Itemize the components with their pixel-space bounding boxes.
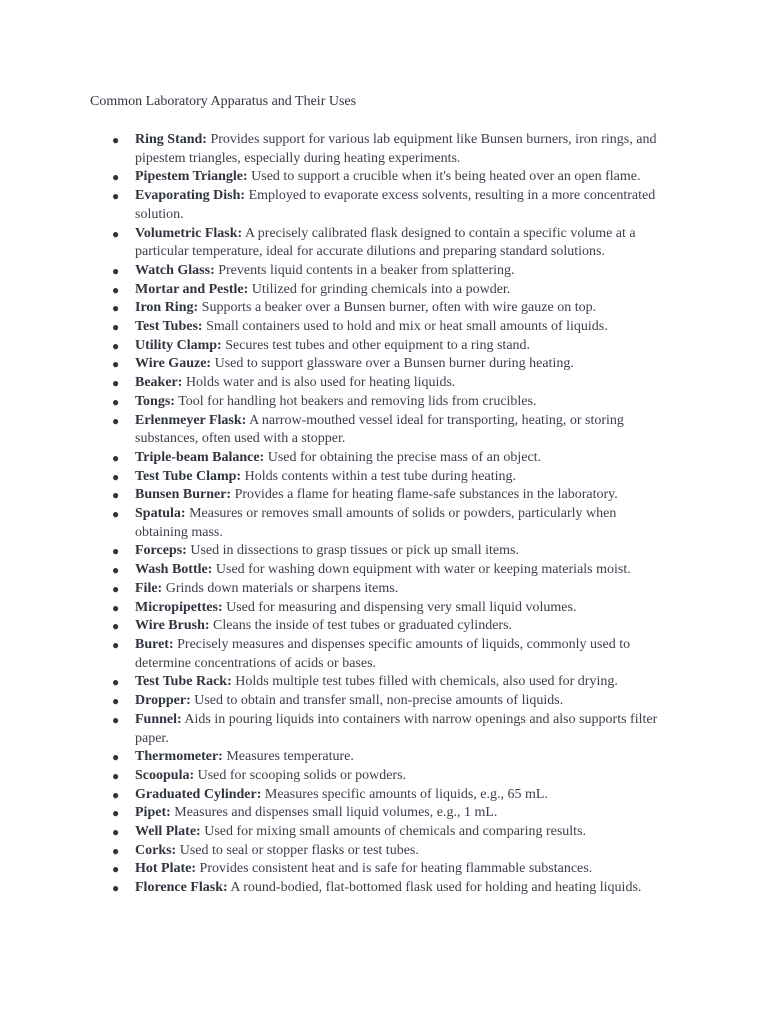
- bullet-icon: ●: [112, 600, 120, 615]
- apparatus-name: Graduated Cylinder:: [135, 786, 262, 802]
- list-item: [112, 131, 672, 168]
- bullet-icon: ●: [112, 694, 120, 709]
- list-item: [112, 617, 672, 636]
- bullet-icon: ●: [112, 376, 120, 391]
- apparatus-name: Hot Plate:: [135, 861, 197, 877]
- apparatus-name: Dropper:: [135, 693, 191, 709]
- apparatus-list: [112, 131, 672, 898]
- bullet-icon: ●: [112, 750, 120, 765]
- bullet-icon: ●: [112, 301, 120, 316]
- apparatus-description: Used for measuring and dispensing very small liquid volumes.: [226, 599, 577, 615]
- apparatus-description: Measures and dispenses small liquid volumes, e.g., 1 mL.: [174, 805, 498, 821]
- apparatus-description: Measures temperature.: [226, 749, 354, 765]
- apparatus-name: Ring Stand:: [135, 132, 207, 147]
- list-item: [112, 842, 672, 861]
- bullet-icon: ●: [112, 881, 120, 896]
- apparatus-name: Evaporating Dish:: [135, 188, 246, 204]
- bullet-icon: ●: [112, 768, 120, 783]
- apparatus-description: Used for mixing small amounts of chemicals and comparing results.: [204, 824, 587, 840]
- apparatus-name: Bunsen Burner:: [135, 487, 232, 503]
- apparatus-description: Cleans the inside of test tubes or graduated cylinders.: [213, 618, 513, 634]
- bullet-icon: ●: [112, 563, 120, 578]
- bullet-icon: ●: [112, 133, 120, 147]
- list-item: [112, 580, 672, 599]
- apparatus-name: Pipestem Triangle:: [135, 169, 248, 185]
- bullet-icon: ●: [112, 394, 120, 409]
- apparatus-description: Holds water and is also used for heating liquids.: [185, 375, 456, 391]
- bullet-icon: ●: [112, 581, 120, 596]
- list-item: [112, 412, 672, 449]
- list-item: [112, 225, 672, 262]
- list-item: [112, 393, 672, 412]
- bullet-icon: ●: [112, 637, 120, 652]
- bullet-icon: ●: [112, 843, 120, 858]
- list-item: [112, 692, 672, 711]
- list-item: [112, 262, 672, 281]
- apparatus-name: Watch Glass:: [135, 262, 215, 278]
- apparatus-description: Used to seal or stopper flasks or test tubes.: [179, 842, 419, 858]
- apparatus-name: Corks:: [135, 842, 177, 858]
- apparatus-description: A precisely calibrated flask designed to contain a specific volume at a particular temperature, ideal for accurate dilutions and preparing standard solutions.: [135, 225, 636, 260]
- apparatus-name: Test Tube Clamp:: [135, 468, 242, 484]
- apparatus-description: Used for obtaining the precise mass of an object.: [267, 449, 542, 465]
- apparatus-name: Triple-beam Balance:: [135, 449, 265, 465]
- apparatus-name: Funnel:: [135, 711, 182, 727]
- apparatus-name: Utility Clamp:: [135, 337, 222, 353]
- apparatus-description: Used for washing down equipment with water or keeping materials moist.: [215, 562, 631, 578]
- bullet-icon: ●: [112, 338, 120, 353]
- apparatus-description: Holds contents within a test tube during heating.: [244, 468, 516, 484]
- apparatus-description: Provides a flame for heating flame-safe substances in the laboratory.: [234, 487, 618, 503]
- apparatus-name: Mortar and Pestle:: [135, 281, 249, 297]
- apparatus-description: Provides consistent heat and is safe for heating flammable substances.: [199, 861, 593, 877]
- apparatus-name: Micropipettes:: [135, 599, 223, 615]
- apparatus-name: Erlenmeyer Flask:: [135, 412, 247, 428]
- list-item: [112, 599, 672, 618]
- bullet-icon: ●: [112, 282, 120, 297]
- apparatus-name: Tongs:: [135, 393, 175, 409]
- list-item: [112, 786, 672, 805]
- list-item: [112, 748, 672, 767]
- apparatus-name: Forceps:: [135, 543, 187, 559]
- list-item: [112, 318, 672, 337]
- apparatus-description: Used to support glassware over a Bunsen burner during heating.: [214, 356, 574, 372]
- apparatus-description: A round-bodied, flat-bottomed flask used for holding and heating liquids.: [230, 880, 642, 896]
- apparatus-description: Supports a beaker over a Bunsen burner, often with wire gauze on top.: [201, 300, 597, 316]
- apparatus-description: Tool for handling hot beakers and removing lids from crucibles.: [178, 393, 537, 409]
- list-item: [112, 449, 672, 468]
- bullet-icon: ●: [112, 413, 120, 428]
- apparatus-name: File:: [135, 580, 163, 596]
- list-item: [112, 355, 672, 374]
- bullet-icon: ●: [112, 170, 120, 185]
- apparatus-name: Thermometer:: [135, 749, 223, 765]
- list-item: [112, 879, 672, 898]
- apparatus-description: Aids in pouring liquids into containers with narrow openings and also supports filter paper.: [135, 711, 658, 746]
- list-item: [112, 823, 672, 842]
- apparatus-description: Provides support for various lab equipment like Bunsen burners, iron rings, and pipestem triangles, especially during heating experiments.: [135, 132, 657, 166]
- list-item: [112, 299, 672, 318]
- bullet-icon: ●: [112, 619, 120, 634]
- list-item: [112, 711, 672, 748]
- apparatus-name: Wire Gauze:: [135, 356, 212, 372]
- apparatus-description: Holds multiple test tubes filled with chemicals, also used for drying.: [235, 674, 618, 690]
- bullet-icon: ●: [112, 806, 120, 821]
- apparatus-name: Pipet:: [135, 805, 171, 821]
- apparatus-description: Used for scooping solids or powders.: [197, 767, 407, 783]
- list-item: [112, 505, 672, 542]
- bullet-icon: ●: [112, 712, 120, 727]
- apparatus-description: Small containers used to hold and mix or heat small amounts of liquids.: [206, 319, 608, 335]
- bullet-icon: ●: [112, 862, 120, 877]
- apparatus-description: Prevents liquid contents in a beaker from splattering.: [218, 262, 515, 278]
- list-item: [112, 281, 672, 300]
- apparatus-description: Measures specific amounts of liquids, e.g., 65 mL.: [264, 786, 548, 802]
- bullet-icon: ●: [112, 226, 120, 241]
- apparatus-name: Beaker:: [135, 375, 183, 391]
- list-item: [112, 542, 672, 561]
- list-item: [112, 187, 672, 224]
- apparatus-name: Buret:: [135, 636, 174, 652]
- bullet-icon: ●: [112, 357, 120, 372]
- bullet-icon: ●: [112, 189, 120, 204]
- list-item: [112, 337, 672, 356]
- bullet-icon: ●: [112, 488, 120, 503]
- bullet-icon: ●: [112, 469, 120, 484]
- bullet-icon: ●: [112, 825, 120, 840]
- apparatus-description: Utilized for grinding chemicals into a powder.: [251, 281, 511, 297]
- bullet-icon: ●: [112, 507, 120, 522]
- apparatus-description: Used to support a crucible when it's being heated over an open flame.: [251, 169, 641, 185]
- apparatus-description: Secures test tubes and other equipment to a ring stand.: [225, 337, 531, 353]
- apparatus-description: Precisely measures and dispenses specific amounts of liquids, commonly used to determine concentrations of acids or bases.: [135, 636, 631, 671]
- apparatus-description: A narrow-mouthed vessel ideal for transporting, heating, or storing substances, often used with a stopper.: [135, 412, 624, 447]
- bullet-icon: ●: [112, 787, 120, 802]
- apparatus-name: Spatula:: [135, 506, 186, 522]
- list-item: [112, 767, 672, 786]
- apparatus-name: Test Tubes:: [135, 319, 203, 335]
- bullet-icon: ●: [112, 263, 120, 278]
- document-title: Common Laboratory Apparatus and Their Uses: [90, 94, 357, 109]
- list-item: [112, 636, 672, 673]
- apparatus-name: Iron Ring:: [135, 300, 199, 316]
- bullet-icon: ●: [112, 675, 120, 690]
- bullet-icon: ●: [112, 544, 120, 559]
- bullet-icon: ●: [112, 450, 120, 465]
- list-item: [112, 486, 672, 505]
- list-item: [112, 168, 672, 187]
- apparatus-description: Employed to evaporate excess solvents, resulting in a more concentrated solution.: [135, 188, 656, 222]
- apparatus-name: Wire Brush:: [135, 618, 210, 634]
- apparatus-name: Volumetric Flask:: [135, 225, 243, 241]
- apparatus-name: Scoopula:: [135, 767, 195, 783]
- list-item: [112, 860, 672, 879]
- bullet-icon: ●: [112, 320, 120, 335]
- apparatus-description: Grinds down materials or sharpens items.: [165, 580, 399, 596]
- apparatus-description: Measures or removes small amounts of solids or powders, particularly when obtaining mass.: [135, 506, 617, 540]
- apparatus-name: Well Plate:: [135, 824, 201, 840]
- list-item: [112, 374, 672, 393]
- apparatus-name: Wash Bottle:: [135, 562, 213, 578]
- list-item: [112, 673, 672, 692]
- list-item: [112, 561, 672, 580]
- list-item: [112, 468, 672, 487]
- apparatus-description: Used in dissections to grasp tissues or pick up small items.: [190, 543, 519, 559]
- apparatus-name: Test Tube Rack:: [135, 674, 232, 690]
- list-item: [112, 804, 672, 823]
- apparatus-name: Florence Flask:: [135, 880, 228, 896]
- apparatus-description: Used to obtain and transfer small, non-precise amounts of liquids.: [194, 693, 564, 709]
